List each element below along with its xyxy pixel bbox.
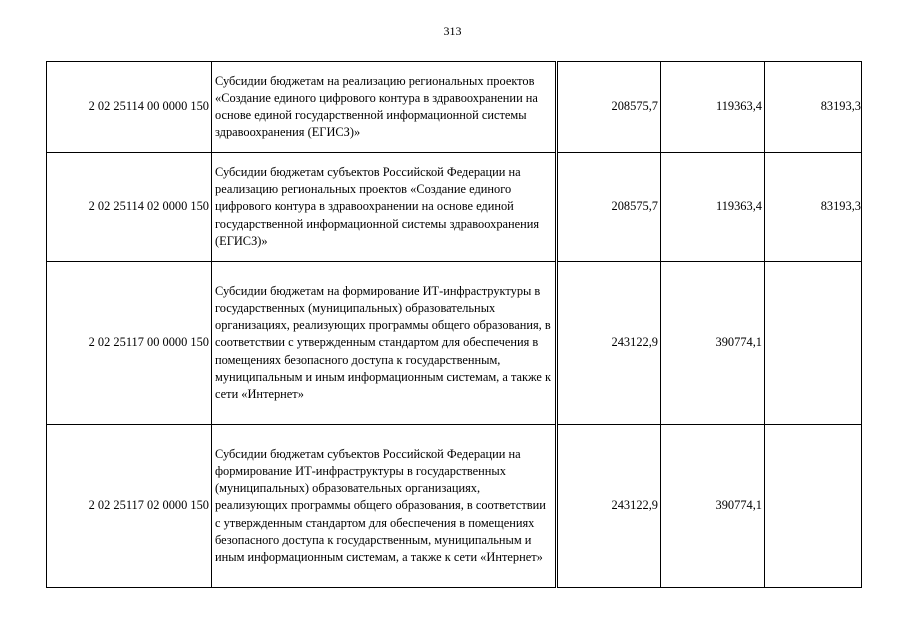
description-cell: Субсидии бюджетам субъектов Российской Федерации на реализацию региональных проектов «Создание единого цифрового контура в здравоохранении на основе единой государственной информационной системы здравоохранения (ЕГИСЗ)»	[212, 153, 557, 262]
page-number: 313	[443, 24, 462, 38]
amount-cell-3	[765, 262, 862, 425]
budget-code-cell: 2 02 25114 00 0000 150	[47, 62, 212, 153]
amount-cell-2: 390774,1	[661, 425, 765, 588]
amount-cell-2: 390774,1	[661, 262, 765, 425]
budget-code-cell: 2 02 25117 00 0000 150	[47, 262, 212, 425]
table-row	[47, 262, 862, 425]
table-row	[47, 425, 862, 588]
amount-cell-2: 119363,4	[661, 153, 765, 262]
budget-code-cell: 2 02 25114 02 0000 150	[47, 153, 212, 262]
amount-cell-1: 243122,9	[557, 425, 661, 588]
amount-cell-2: 119363,4	[661, 62, 765, 153]
amount-cell-1: 208575,7	[557, 62, 661, 153]
table-row	[47, 153, 862, 262]
amount-cell-1: 208575,7	[557, 153, 661, 262]
description-cell: Субсидии бюджетам на реализацию региональных проектов «Создание единого цифрового контура в здравоохранении на основе единой государственной информационной системы здравоохранения (ЕГИСЗ)»	[212, 62, 557, 153]
budget-code-cell: 2 02 25117 02 0000 150	[47, 425, 212, 588]
amount-cell-3: 83193,3	[765, 153, 862, 262]
description-cell: Субсидии бюджетам субъектов Российской Федерации на формирование ИТ-инфраструктуры в государственных (муниципальных) образовательных организациях, реализующих программы общего образования, в соответствии с утвержденным стандартом для обеспечения в помещениях безопасного доступа к государственным, муниципальным и иным информационным системам, а также к сети «Интернет»	[212, 425, 557, 588]
description-cell: Субсидии бюджетам на формирование ИТ-инфраструктуры в государственных (муниципальных) образовательных организациях, реализующих программы общего образования, в соответствии с утвержденным стандартом для обеспечения в помещениях безопасного доступа к государственным, муниципальным и иным информационным системам, а также к сети «Интернет»	[212, 262, 557, 425]
amount-cell-3: 83193,3	[765, 62, 862, 153]
amount-cell-3	[765, 425, 862, 588]
table-row	[47, 62, 862, 153]
amount-cell-1: 243122,9	[557, 262, 661, 425]
budget-table	[46, 61, 862, 588]
